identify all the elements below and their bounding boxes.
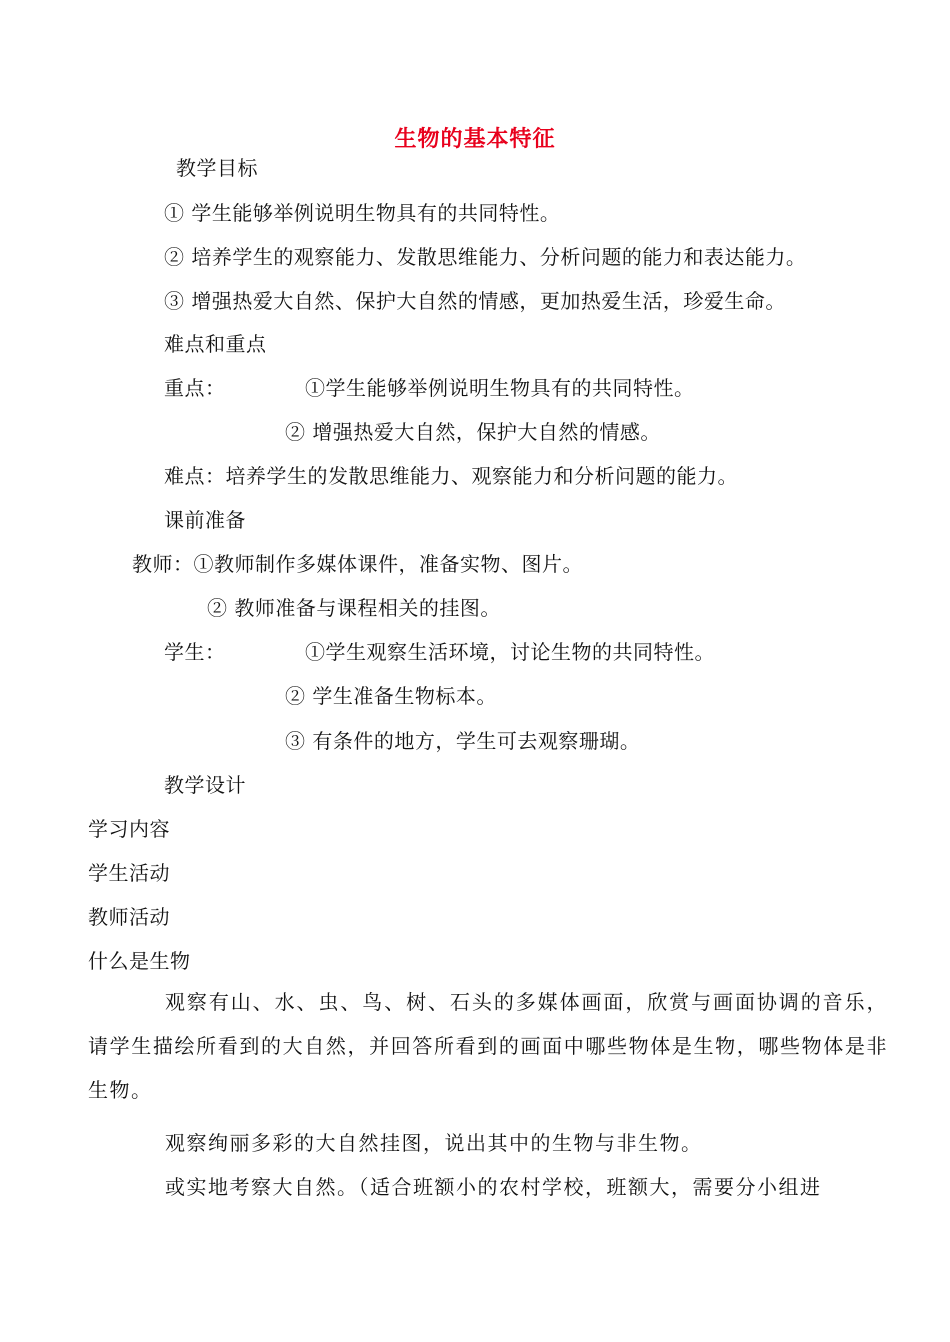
- document-title: 生物的基本特征: [394, 127, 556, 152]
- student-prep-item-1: ①学生观察生活环境，讨论生物的共同特性。: [305, 640, 715, 664]
- design-col-teacher: 教师活动: [88, 905, 170, 929]
- objective-item-1: ① 学生能够举例说明生物具有的共同特性。: [164, 201, 561, 225]
- zhongdian-item-2: ② 增强热爱大自然，保护大自然的情感。: [285, 420, 661, 444]
- objective-item-2: ② 培养学生的观察能力、发散思维能力、分析问题的能力和表达能力。: [164, 245, 807, 269]
- objective-item-3: ③ 增强热爱大自然、保护大自然的情感，更加热爱生活，珍爱生命。: [164, 289, 786, 313]
- zhongdian-item-1: ①学生能够举例说明生物具有的共同特性。: [305, 376, 695, 400]
- nandian-text: 难点：培养学生的发散思维能力、观察能力和分析问题的能力。: [164, 464, 738, 488]
- teacher-prep-line: 教师：①教师制作多媒体课件，准备实物、图片。: [132, 552, 583, 576]
- student-prep-item-2: ② 学生准备生物标本。: [285, 684, 497, 708]
- student-prep-label: 学生：: [164, 640, 226, 664]
- objectives-heading: 教学目标: [176, 156, 258, 180]
- design-paragraph-1: 观察有山、水、虫、鸟、树、石头的多媒体画面，欣赏与画面协调的音乐，请学生描绘所看到的大自然，并回答所看到的画面中哪些物体是生物，哪些物体是非生物。: [88, 990, 888, 1102]
- preparation-heading: 课前准备: [164, 508, 246, 532]
- student-prep-item-3: ③ 有条件的地方，学生可去观察珊瑚。: [285, 729, 641, 753]
- zhongdian-label: 重点：: [164, 376, 226, 400]
- design-paragraph-2: 观察绚丽多彩的大自然挂图，说出其中的生物与非生物。: [165, 1131, 703, 1155]
- key-points-heading: 难点和重点: [164, 332, 267, 356]
- design-paragraph-3: 或实地考察大自然。（适合班额小的农村学校，班额大，需要分小组进: [165, 1175, 822, 1199]
- design-col-learning: 学习内容: [88, 817, 170, 841]
- teacher-prep-item-2: ② 教师准备与课程相关的挂图。: [207, 596, 501, 620]
- design-topic: 什么是生物: [88, 949, 191, 973]
- design-col-student: 学生活动: [88, 861, 170, 885]
- design-heading: 教学设计: [164, 773, 246, 797]
